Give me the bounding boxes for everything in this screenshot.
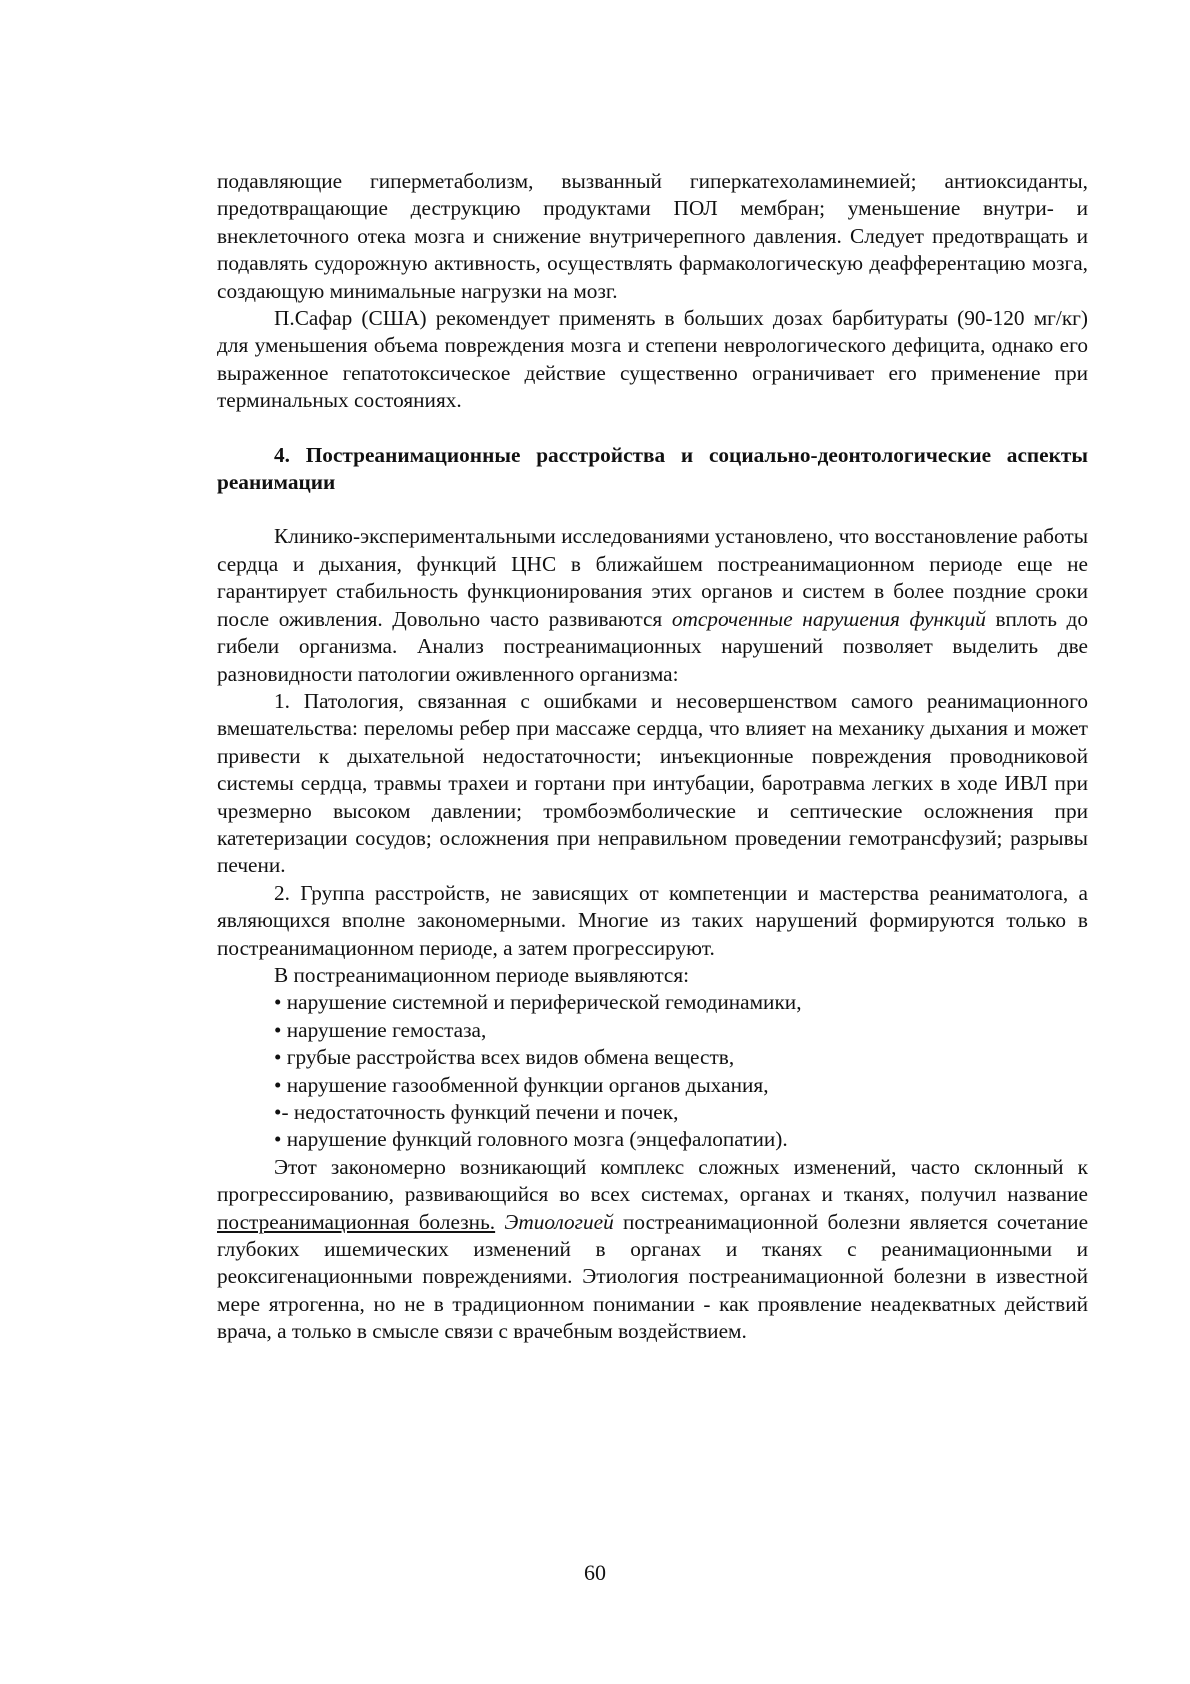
paragraph-final: [217, 1154, 1088, 1346]
paragraph-safar: П.Сафар (США) рекомендует применять в больших дозах барбитураты (90-120 мг/кг) для уменьшения объема повреждения мозга и степени неврологического дефицита, однако его выраженное гепатотоксическое действие существенно ограничивает его применение при терминальных состояниях.: [217, 306, 1088, 413]
numbered-item-1: 1. Патология, связанная с ошибками и несовершенством самого реанимационного вмешательства: переломы ребер при массаже сердца, что влияет на механику дыхания и может привести к дыхательной недостаточности; инъекционные повреждения проводниковой системы сердца, травмы трахеи и гортани при интубации, баротравма легких в ходе ИВЛ при чрезмерно высоком давлении; тромбоэмболические и септические осложнения при катетеризации сосудов; осложнения при неправильном проведении гемотрансфузий; разрывы печени.: [217, 688, 1088, 878]
bullet-item: • нарушение системной и периферической гемодинамики,: [274, 990, 802, 1015]
bullet-item: • нарушение газообменной функции органов дыхания,: [274, 1072, 769, 1097]
paragraph-intro-italic: отсроченные нарушения функций: [671, 606, 986, 631]
list-intro: В постреанимационном периоде выявляются:: [274, 962, 690, 987]
paragraph-continuation: подавляющие гиперметаболизм, вызванный гиперкатехоламинемией; антиоксиданты, предотвращающие деструкцию продуктами ПОЛ мембран; уменьшение внутри- и внеклеточного отека мозга и снижение внутричерепного давления. Следует предотвращать и подавлять судорожную активность, осуществлять фармакологическую деафферентацию мозга, создающую минимальные нагрузки на мозг.: [217, 169, 1088, 303]
numbered-item-2: 2. Группа расстройств, не зависящих от компетенции и мастерства реаниматолога, а являющихся вполне закономерными. Многие из таких нарушений формируются только в постреанимационном периоде, а затем прогрессируют.: [217, 880, 1088, 960]
page-body: [217, 168, 1088, 1346]
term-underlined: постреанимационная болезнь.: [217, 1209, 496, 1234]
paragraph-intro-text-1: Клинико-экспериментальными исследованиями установлено, что восстановление работы сердца и дыхания, функций ЦНС в ближайшем постреанимационном периоде еще не гарантирует стабильность функционирования этих органов и систем в более поздние сроки после оживления. Довольно часто развиваются: [217, 524, 1088, 631]
bullet-item: •- недостаточность функций печени и почек,: [274, 1100, 679, 1124]
page-number: 60: [584, 1560, 606, 1585]
term-italic: Этиологией: [504, 1209, 614, 1234]
paragraph-final-text-1: Этот закономерно возникающий комплекс сложных изменений, часто склонный к прогрессированию, развивающийся во всех системах, органах и тканях, получил название: [217, 1154, 1088, 1207]
bullet-item: • грубые расстройства всех видов обмена веществ,: [274, 1045, 735, 1070]
paragraph-intro: [217, 523, 1088, 687]
paragraph-final-space: [495, 1210, 504, 1234]
paragraph-intro-text-2: вплоть до гибели организма. Анализ постреанимационных нарушений позволяет выделить две разновидности патологии оживленного организма:: [217, 606, 1089, 686]
bullet-item: • нарушение функций головного мозга (энцефалопатии).: [274, 1127, 788, 1152]
paragraph-final-text-2: постреанимационной болезни является сочетание глубоких ишемических изменений в органах и тканях с реанимационными и реоксигенационными повреждениями. Этиология постреанимационной болезни в известной мере ятрогенна, но не в традиционном понимании - как проявление неадекватных действий врача, а только в смысле связи с врачебным воздействием.: [217, 1209, 1089, 1344]
section-heading: 4. Постреанимационные расстройства и социально-деонтологические аспекты реанимации: [217, 442, 1088, 495]
bullet-item: • нарушение гемостаза,: [274, 1017, 487, 1042]
